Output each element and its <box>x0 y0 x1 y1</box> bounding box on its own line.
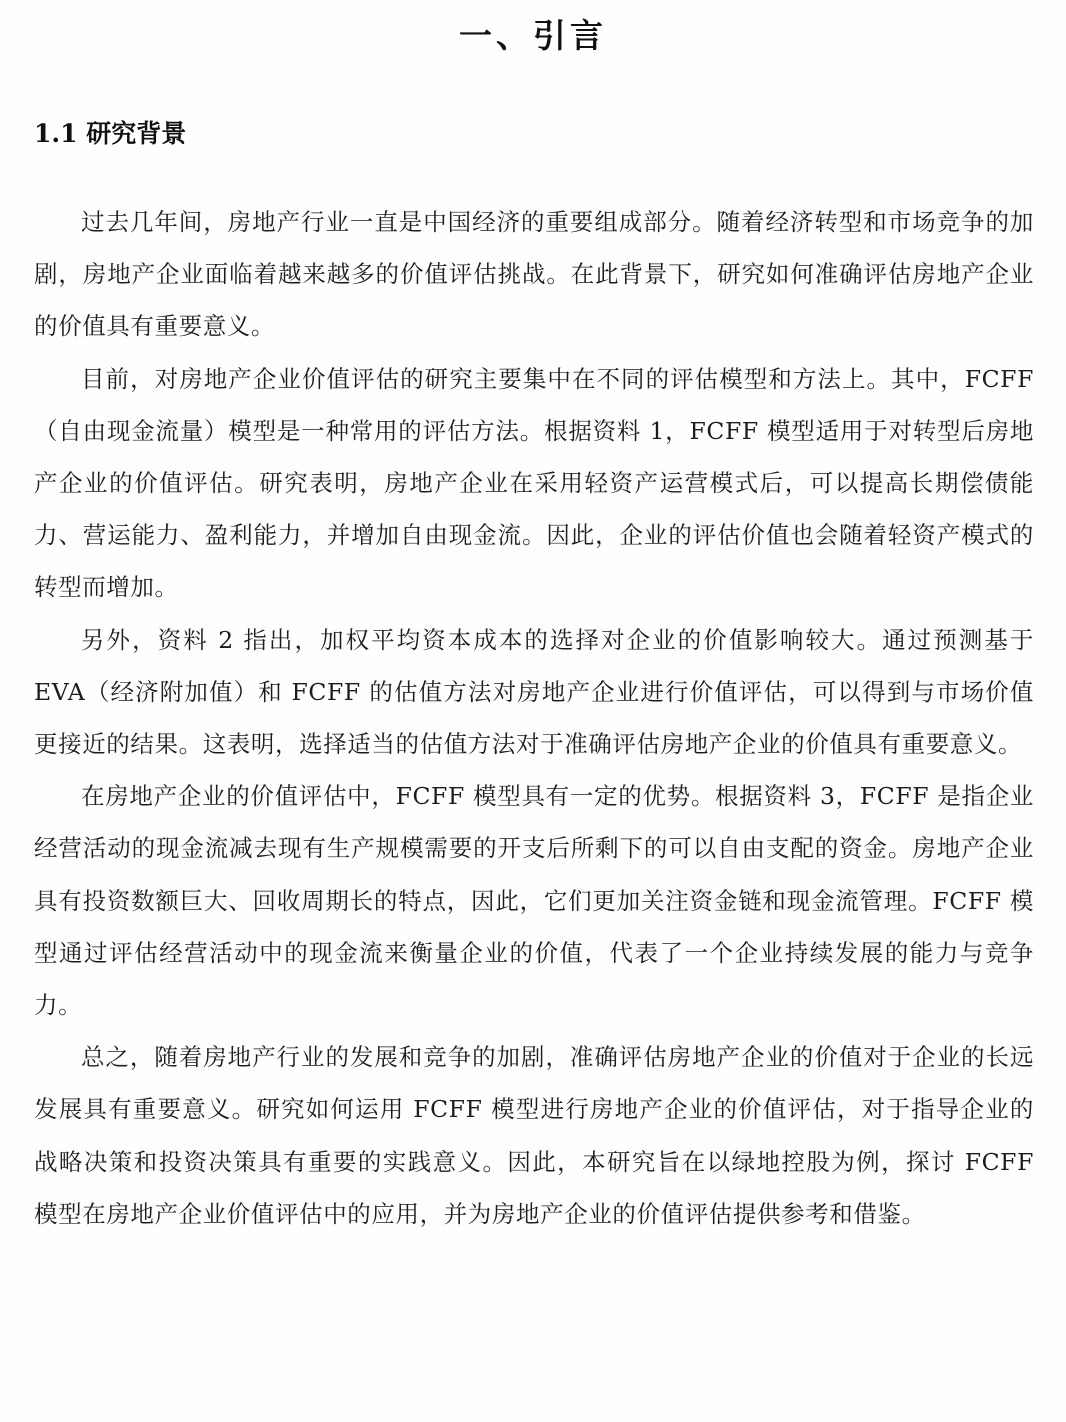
body-text <box>34 196 1034 1240</box>
paragraph-3: 另外，资料 2 指出，加权平均资本成本的选择对企业的价值影响较大。通过预测基于 EVA（经济附加值）和 FCFF 的估值方法对房地产企业进行价值评估，可以得到与市场价值更接近的结果。这表明，选择适当的估值方法对于准确评估房地产企业的价值具有重要意义。 <box>34 625 1034 759</box>
chapter-title: 一、引言 <box>459 16 607 55</box>
section-heading: 1.1 研究背景 <box>34 119 187 148</box>
paragraph-1: 过去几年间，房地产行业一直是中国经济的重要组成部分。随着经济转型和市场竞争的加剧，房地产企业面临着越来越多的价值评估挑战。在此背景下，研究如何准确评估房地产企业的价值具有重要意义。 <box>34 208 1034 341</box>
paragraph-2: 目前，对房地产企业价值评估的研究主要集中在不同的评估模型和方法上。其中，FCFF（自由现金流量）模型是一种常用的评估方法。根据资料 1，FCFF 模型适用于对转型后房地产企业的价值评估。研究表明，房地产企业在采用轻资产运营模式后，可以提高长期偿债能力、营运能力、盈利能力，并增加自由现金流。因此，企业的评估价值也会随着轻资产模式的转型而增加。 <box>34 364 1034 602</box>
paragraph-4: 在房地产企业的价值评估中，FCFF 模型具有一定的优势。根据资料 3，FCFF 是指企业经营活动的现金流减去现有生产规模需要的开支后所剩下的可以自由支配的资金。房地产企业具有投资数额巨大、回收周期长的特点，因此，它们更加关注资金链和现金流管理。FCFF 模型通过评估经营活动中的现金流来衡量企业的价值，代表了一个企业持续发展的能力与竞争力。 <box>34 782 1034 1020</box>
paragraph-5: 总之，随着房地产行业的发展和竞争的加剧，准确评估房地产企业的价值对于企业的长远发展具有重要意义。研究如何运用 FCFF 模型进行房地产企业的价值评估，对于指导企业的战略决策和投资决策具有重要的实践意义。因此，本研究旨在以绿地控股为例，探讨 FCFF 模型在房地产企业价值评估中的应用，并为房地产企业的价值评估提供参考和借鉴。 <box>34 1043 1034 1228</box>
